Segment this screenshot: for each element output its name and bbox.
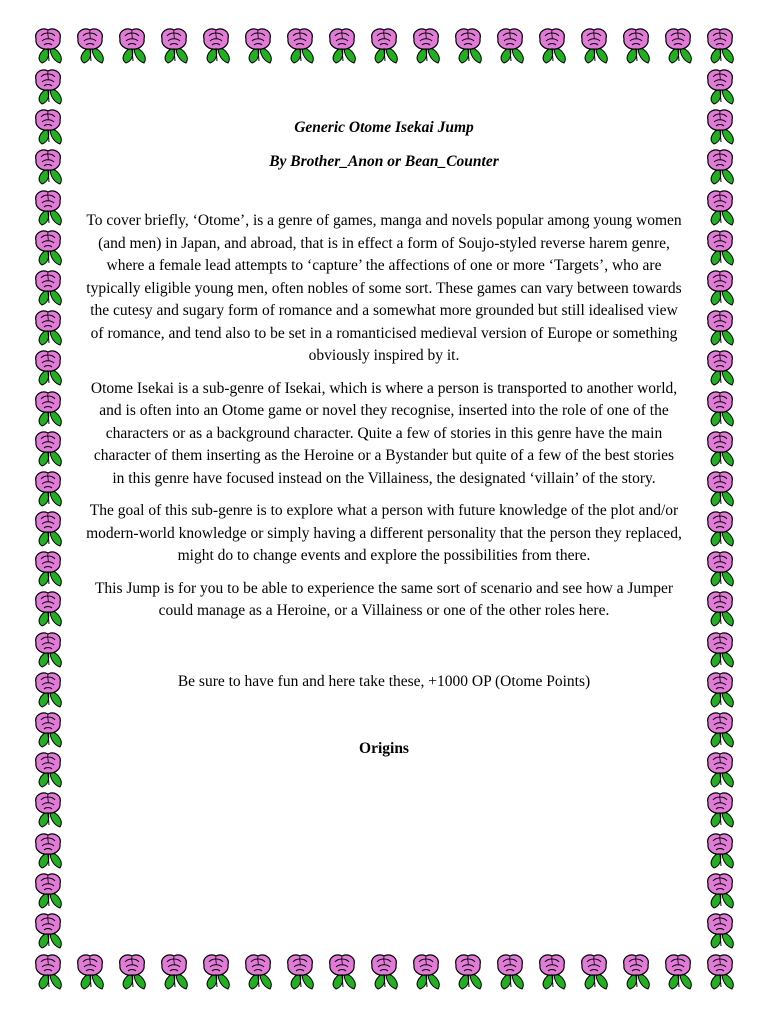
rose-icon [28, 428, 68, 468]
rose-icon [700, 267, 740, 307]
rose-icon [28, 307, 68, 347]
rose-icon [658, 25, 698, 65]
document-title: Generic Otome Isekai Jump [294, 119, 474, 136]
paragraph-jump-purpose: This Jump is for you to be able to experience the same sort of scenario and see how a Jumper could manage as a Heroine, or a Villainess or one of the other roles here. [94, 579, 674, 619]
rose-icon [196, 25, 236, 65]
rose-icon [574, 951, 614, 991]
rose-border-top [28, 24, 740, 66]
rose-icon [28, 629, 68, 669]
rose-icon [700, 428, 740, 468]
rose-icon [616, 25, 656, 65]
rose-icon [448, 25, 488, 65]
rose-icon [322, 25, 362, 65]
rose-icon [700, 548, 740, 588]
document-body [86, 118, 682, 775]
rose-icon [70, 25, 110, 65]
rose-border-left [26, 66, 70, 950]
document-author: By Brother_Anon or Bean_Counter [269, 153, 499, 170]
rose-icon [28, 870, 68, 910]
rose-icon [574, 25, 614, 65]
rose-icon [700, 388, 740, 428]
rose-icon [700, 187, 740, 227]
rose-icon [28, 227, 68, 267]
rose-icon [490, 951, 530, 991]
rose-icon [28, 267, 68, 307]
rose-icon [700, 588, 740, 628]
rose-icon [28, 146, 68, 186]
origins-heading: Origins [359, 740, 409, 757]
rose-icon [700, 629, 740, 669]
rose-icon [154, 25, 194, 65]
rose-icon [28, 187, 68, 227]
rose-icon [28, 830, 68, 870]
rose-icon [700, 910, 740, 950]
rose-icon [28, 951, 68, 991]
rose-icon [700, 106, 740, 146]
rose-icon [28, 347, 68, 387]
rose-icon [700, 749, 740, 789]
rose-icon [700, 227, 740, 267]
rose-icon [28, 66, 68, 106]
rose-icon [700, 669, 740, 709]
rose-icon [700, 468, 740, 508]
rose-icon [28, 508, 68, 548]
rose-icon [196, 951, 236, 991]
closing-line: Be sure to have fun and here take these, +1000 OP (Otome Points) [177, 672, 591, 690]
rose-icon [28, 548, 68, 588]
rose-icon [28, 669, 68, 709]
rose-icon [112, 25, 152, 65]
rose-icon [238, 951, 278, 991]
rose-icon [658, 951, 698, 991]
rose-icon [700, 709, 740, 749]
rose-icon [28, 106, 68, 146]
rose-icon [490, 25, 530, 65]
rose-border-right [698, 66, 742, 950]
rose-icon [112, 951, 152, 991]
rose-icon [700, 146, 740, 186]
rose-icon [532, 25, 572, 65]
rose-icon [406, 25, 446, 65]
rose-icon [700, 951, 740, 991]
rose-icon [700, 25, 740, 65]
rose-icon [616, 951, 656, 991]
rose-icon [448, 951, 488, 991]
rose-icon [28, 709, 68, 749]
rose-icon [28, 789, 68, 829]
rose-icon [532, 951, 572, 991]
rose-icon [280, 25, 320, 65]
rose-icon [364, 951, 404, 991]
rose-icon [700, 307, 740, 347]
rose-icon [28, 468, 68, 508]
rose-icon [700, 789, 740, 829]
rose-icon [154, 951, 194, 991]
rose-icon [28, 588, 68, 628]
rose-icon [322, 951, 362, 991]
paragraph-intro: To cover briefly, ‘Otome’, is a genre of games, manga and novels popular among young women (and men) in Japan, and abroad, that is in effect a form of Soujo-styled reverse harem genre, where a female lead attempts to ‘capture’ the affections of one or more ‘Targets’, who are typically eligible young men, often nobles of some sort. These games can vary between towards the cutesy and sugary form of romance and a somewhat more grounded but still idealised view of romance, and tend also to be set in a romanticised medieval version of Europe or something obviously inspired by it. [86, 212, 682, 364]
rose-icon [28, 25, 68, 65]
rose-icon [406, 951, 446, 991]
rose-icon [700, 347, 740, 387]
rose-icon [700, 870, 740, 910]
paragraph-otome-isekai: Otome Isekai is a sub-genre of Isekai, which is where a person is transported to another world, and is often into an Otome game or novel they recognise, inserted into the role of one of the characters or as a background character. Quite a few of stories in this genre have the main character of them inserting as the Heroine or a Bystander but quite of a few of the best stories in this genre have focused instead on the Villainess, the designated ‘villain’ of the story. [90, 379, 678, 487]
rose-icon [700, 508, 740, 548]
rose-icon [700, 66, 740, 106]
rose-icon [364, 25, 404, 65]
rose-icon [28, 910, 68, 950]
rose-icon [238, 25, 278, 65]
rose-icon [70, 951, 110, 991]
rose-icon [280, 951, 320, 991]
rose-icon [700, 830, 740, 870]
rose-icon [28, 749, 68, 789]
paragraph-goal: The goal of this sub-genre is to explore what a person with future knowledge of the plot and/or modern-world knowledge or simply having a different personality that the person they replaced, might do to change events and explore the possibilities from there. [86, 502, 682, 564]
rose-icon [28, 388, 68, 428]
rose-border-bottom [28, 950, 740, 992]
